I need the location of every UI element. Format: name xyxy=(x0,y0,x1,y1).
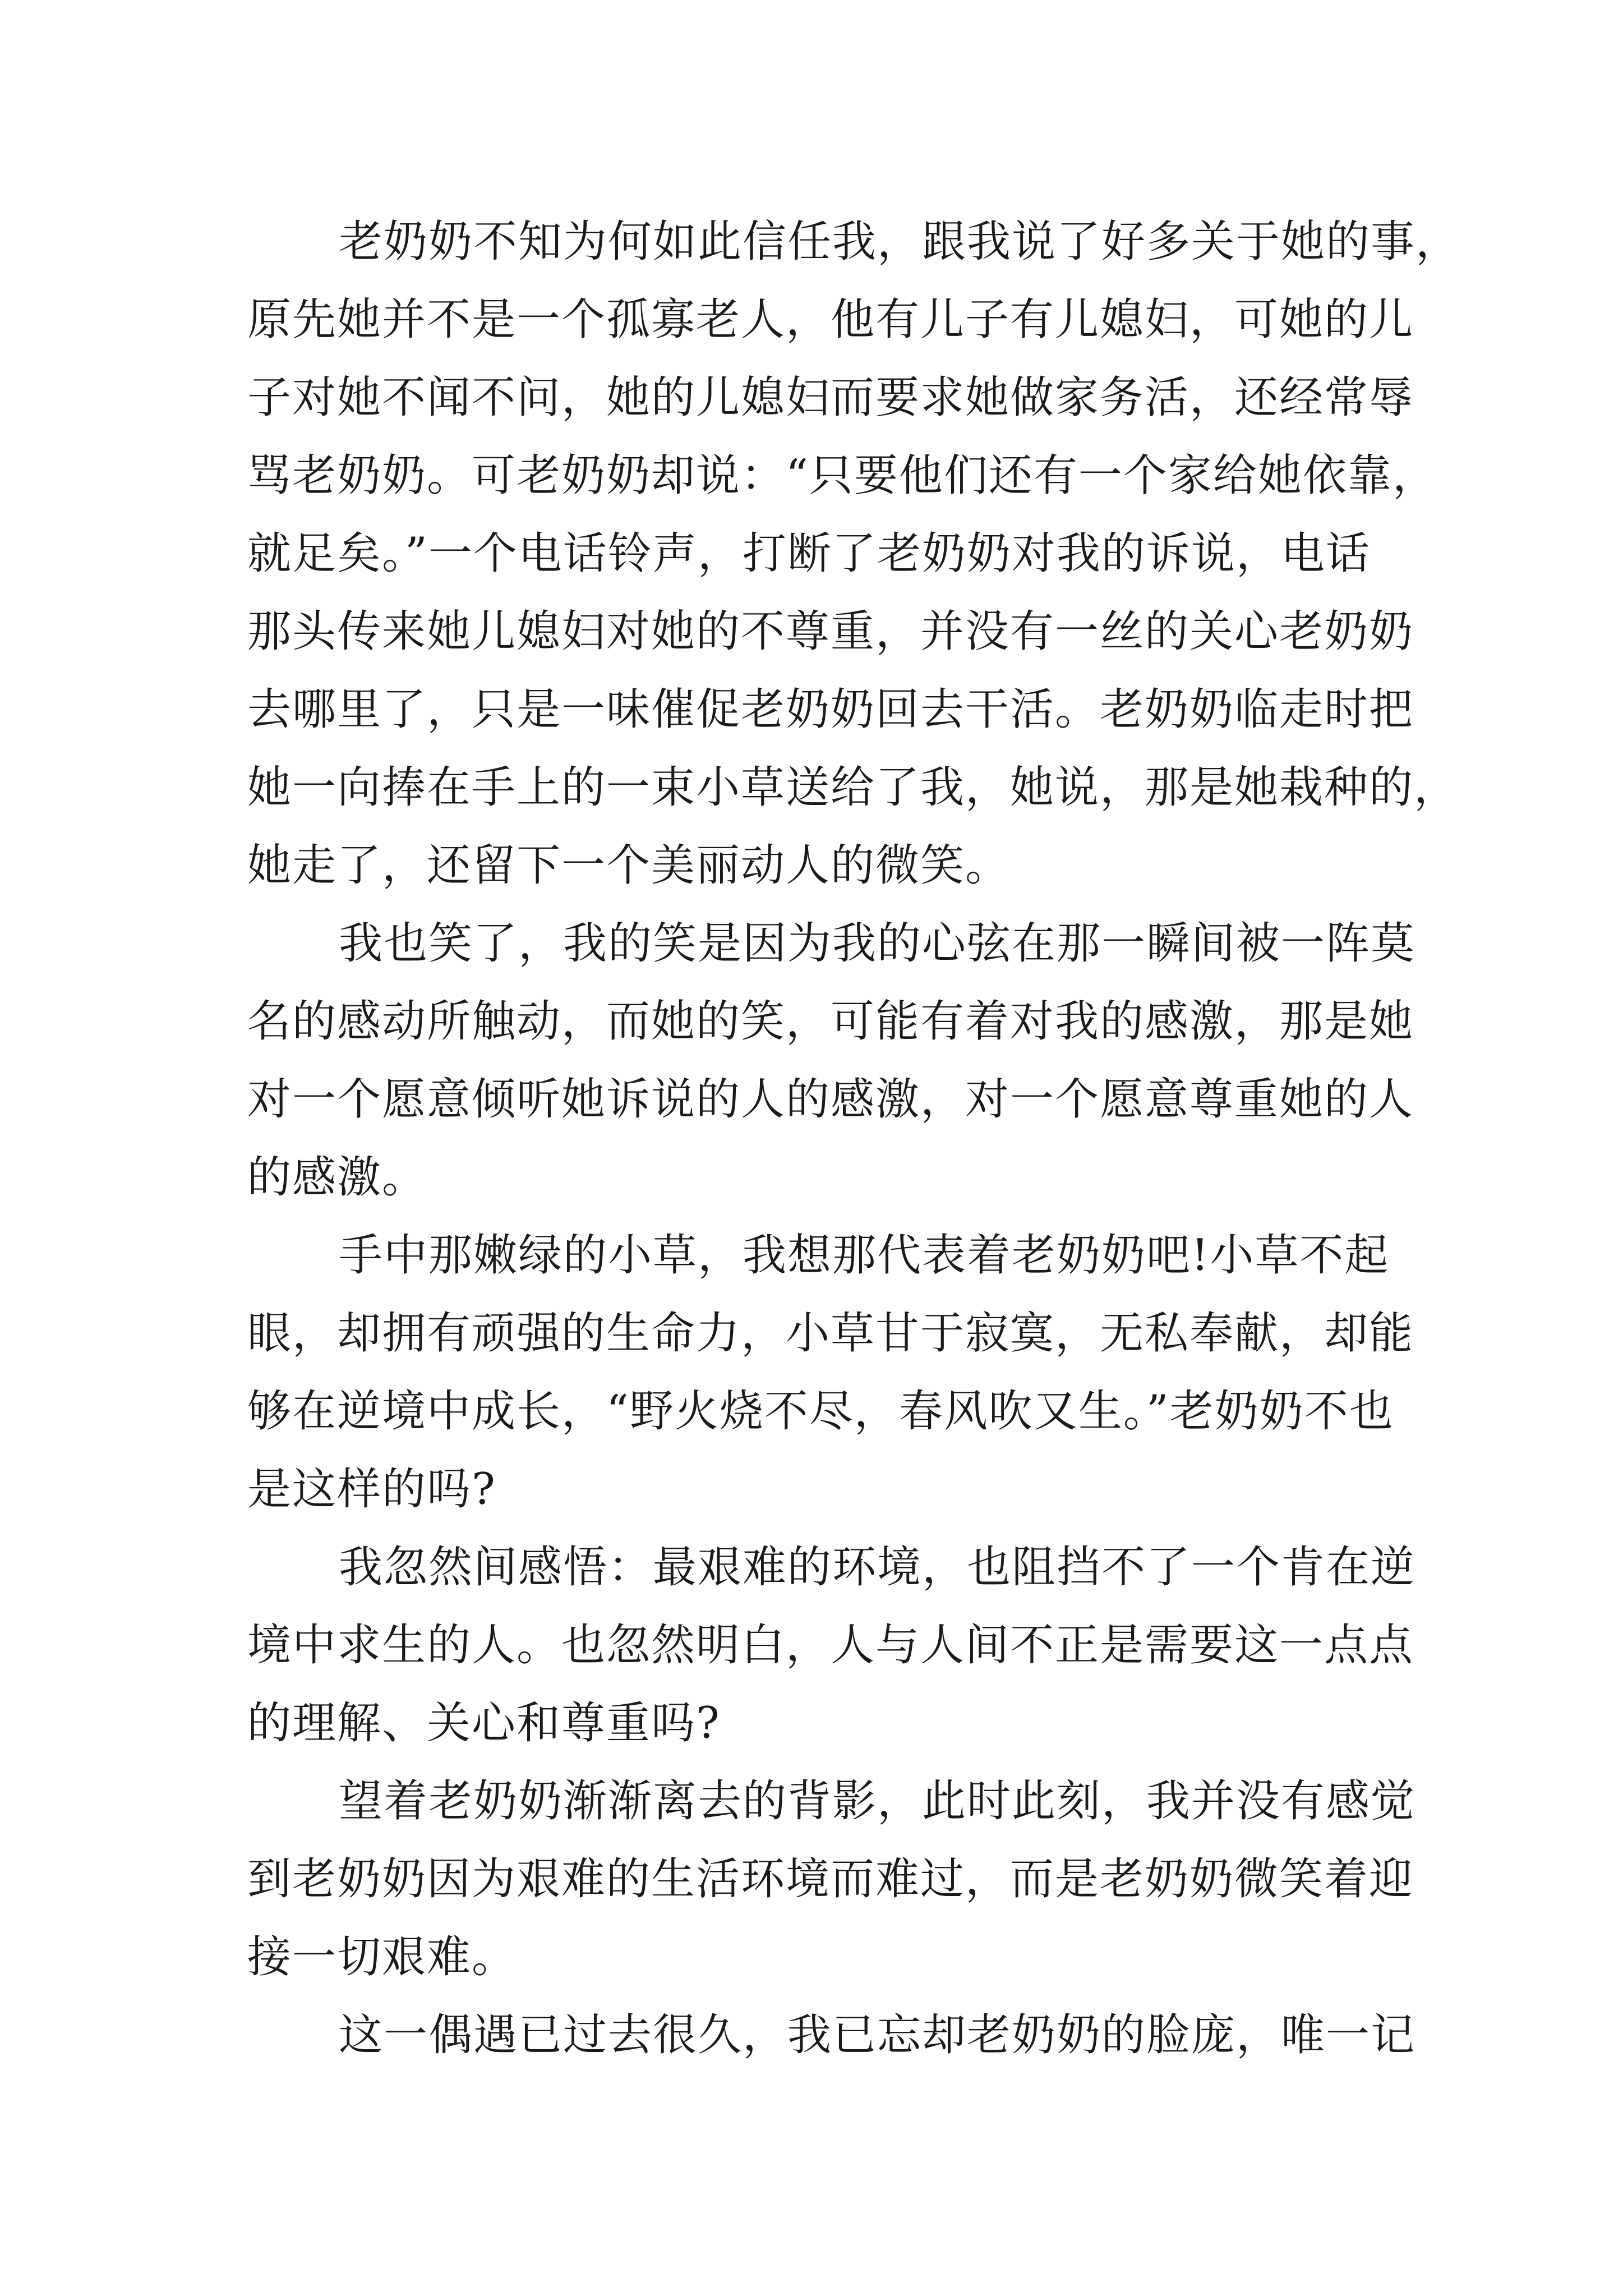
text-line: 那头传来她儿媳妇对她的不尊重，并没有一丝的关心老奶奶 xyxy=(247,606,1414,657)
text-line: 骂老奶奶。可老奶奶却说：“只要他们还有一个家给她依靠， xyxy=(247,450,1437,501)
text-line: 境中求生的人。也忽然明白，人与人间不正是需要这一点点 xyxy=(247,1620,1414,1671)
body-text xyxy=(247,203,1461,2074)
text-line: 到老奶奶因为艰难的生活环境而难过，而是老奶奶微笑着迎 xyxy=(247,1854,1414,1904)
text-line: 去哪里了，只是一味催促老奶奶回去干活。老奶奶临走时把 xyxy=(247,684,1414,735)
paragraph-first-line: 我忽然间感悟：最艰难的环境，也阻挡不了一个肯在逆 xyxy=(339,1542,1416,1593)
text-line: 对一个愿意倾听她诉说的人的感激，对一个愿意尊重她的人 xyxy=(247,1074,1414,1125)
paragraph-first-line: 我也笑了，我的笑是因为我的心弦在那一瞬间被一阵莫 xyxy=(339,918,1416,969)
text-line: 子对她不闻不问，她的儿媳妇而要求她做家务活，还经常辱 xyxy=(247,372,1414,423)
text-line: 她走了，还留下一个美丽动人的微笑。 xyxy=(247,840,1011,891)
paragraph-first-line: 老奶奶不知为何如此信任我，跟我说了好多关于她的事， xyxy=(339,217,1461,267)
text-line: 是这样的吗? xyxy=(247,1464,496,1515)
text-line: 她一向捧在手上的一束小草送给了我，她说，那是她栽种的， xyxy=(247,762,1459,813)
paragraph-first-line: 手中那嫩绿的小草，我想那代表着老奶奶吧!小草不起 xyxy=(339,1230,1390,1281)
text-line: 名的感动所触动，而她的笑，可能有着对我的感激，那是她 xyxy=(247,996,1414,1047)
text-line: 原先她并不是一个孤寡老人，他有儿子有儿媳妇，可她的儿 xyxy=(247,295,1414,345)
text-line: 就足矣。”一个电话铃声，打断了老奶奶对我的诉说，电话 xyxy=(247,528,1371,579)
paragraph-first-line: 望着老奶奶渐渐离去的背影，此时此刻，我并没有感觉 xyxy=(339,1776,1416,1826)
text-line: 够在逆境中成长，“野火烧不尽，春风吹又生。”老奶奶不也 xyxy=(247,1386,1394,1437)
text-line: 的感激。 xyxy=(247,1152,427,1203)
text-line: 眼，却拥有顽强的生命力，小草甘于寂寞，无私奉献，却能 xyxy=(247,1308,1414,1359)
paragraph-first-line: 这一偶遇已过去很久，我已忘却老奶奶的脸庞，唯一记 xyxy=(339,2010,1416,2060)
text-line: 接一切艰难。 xyxy=(247,1932,517,1982)
text-line: 的理解、关心和尊重吗? xyxy=(247,1698,721,1749)
